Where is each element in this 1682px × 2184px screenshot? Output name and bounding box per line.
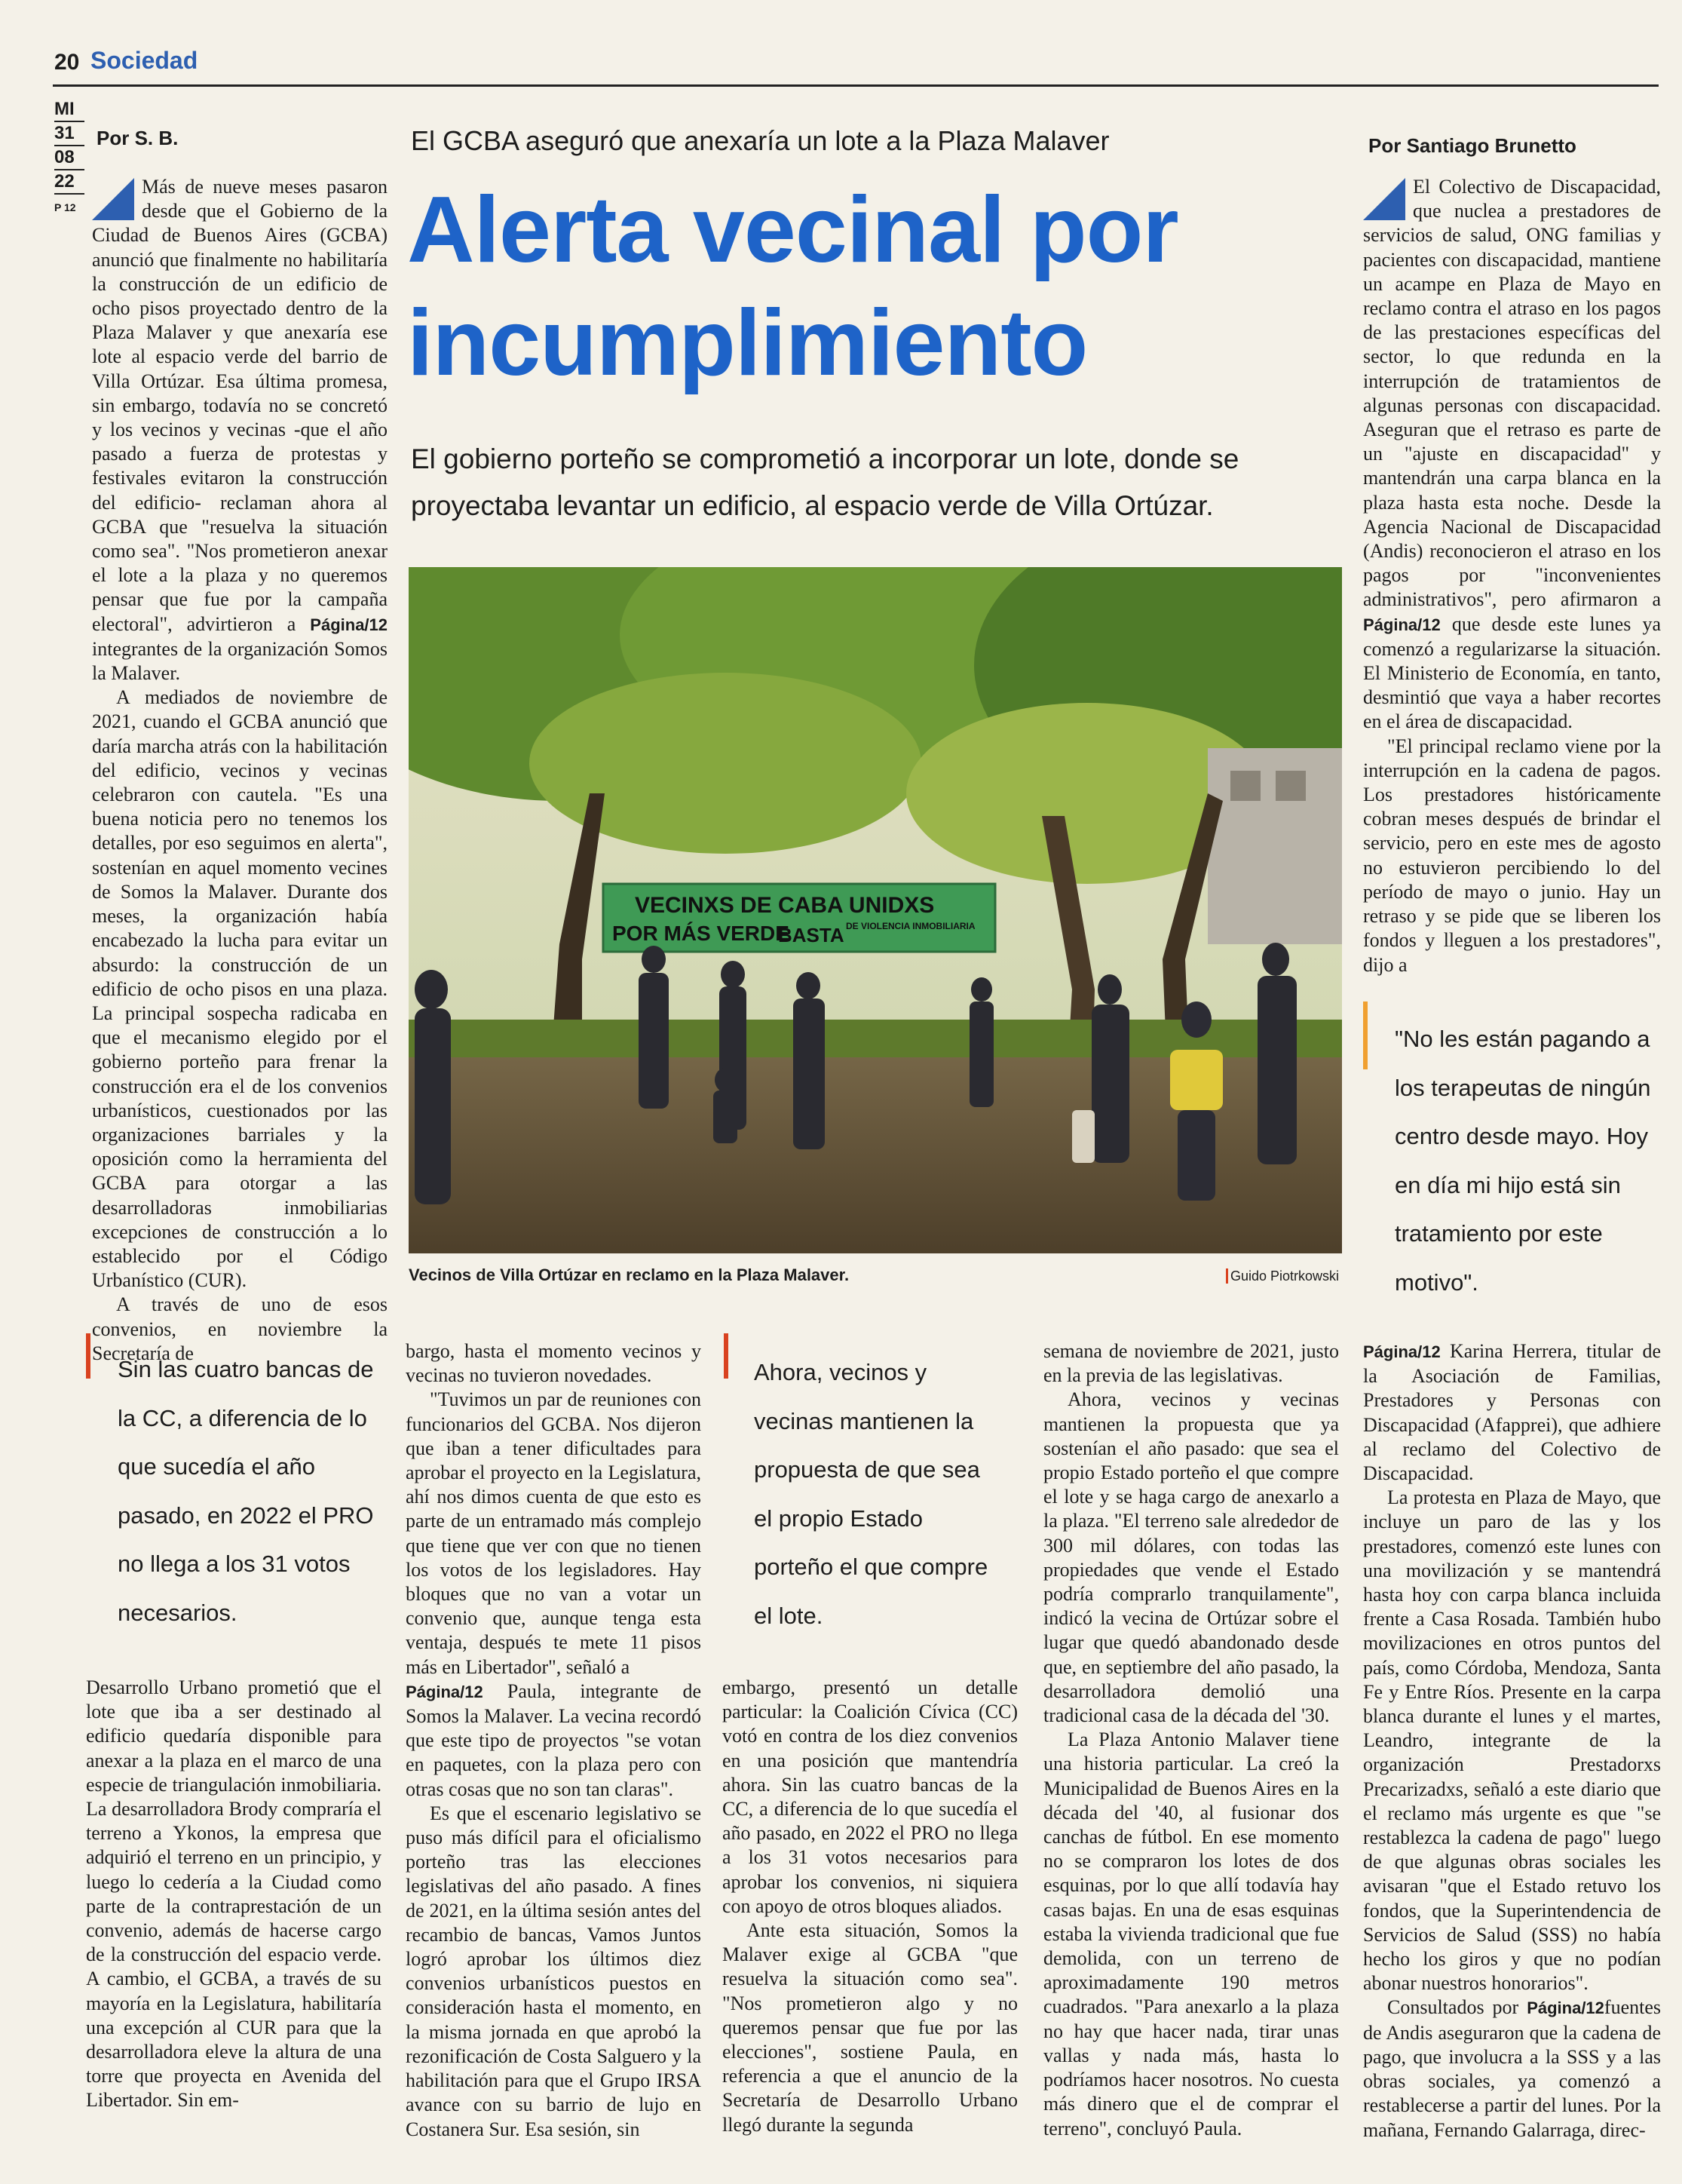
overtitle: El GCBA aseguró que anexaría un lote a la Plaza Malaver: [411, 125, 1110, 156]
byline-right: Por Santiago Brunetto: [1368, 134, 1576, 157]
date-day-name: MI: [54, 98, 84, 122]
column-2: [406, 1339, 701, 2142]
paragraph: El Colectivo de Discapacidad, que nuclea a prestadores de servicios de salud, ONG familias y pacientes con discapacidad, mantiene un acampe en Plaza de Mayo en reclamo contra el atraso en los pagos de las prestaciones específicas del sector, lo que redunda en la interrupción de tratamientos de algunas personas con discapacidad. Aseguran que el retraso es parte de un "ajuste en discapacidad" y mantendrán una carpa blanca en la plaza hasta esta noche. Desde la Agencia Nacional de Discapacidad (Andis) reconocieron el atraso en los pagos por "inconvenientes administrativos", pero afirmaron a Página/12 que desde este lunes ya comenzó a regularizarse la situación. El Ministerio de Economía, en tanto, desmintió que vaya a haber recortes en el área de discapacidad.: [1363, 176, 1661, 733]
article-start-marker-icon: [1363, 178, 1405, 220]
paragraph: Desarrollo Urbano prometió que el lote que iba a ser destinado al edificio quedaría disponible para anexar a la plaza en el marco de una especie de triangulación inmobiliaria. La desarrolladora Brody compraría el terreno a Ykonos, la empresa que adquirió el terreno en un principio, y luego lo cedería a la Ciudad como parte de la contraprestación de un convenio, además de hacerse cargo de la construcción del espacio verde. A cambio, el GCBA, a través de su mayoría en la Legislatura, habilitaría una excepción al CUR para que la desarrolladora eleve la altura de una torre que proyecta en Avenida del Libertador. Sin em-: [86, 1676, 381, 2112]
paragraph: Ante esta situación, Somos la Malaver exige al GCBA "que resuelva la situación como sea". "Nos prometieron algo y no queremos pensar que fue por las elecciones", sostiene Paula, en referencia a que el anuncio de la Secretaría de Desarrollo Urbano llegó durante la segunda: [722, 1919, 1018, 2136]
photo-caption: Vecinos de Villa Ortúzar en reclamo en la Plaza Malaver.: [409, 1265, 850, 1284]
page-number: 20: [54, 50, 80, 75]
column-5-top: [1363, 175, 1661, 977]
pull-quote-1: Sin las cuatro bancas de la CC, a diferencia de lo que sucedía el año pasado, en 2022 el PRO no llega a los 31 votos necesarios.: [118, 1356, 374, 1626]
banner-text: BASTA: [778, 924, 844, 946]
brand-mark: Página/12: [406, 1682, 483, 1701]
paragraph: "Tuvimos un par de reuniones con funcionarios del GCBA. Nos dijeron que iban a tener dificultades para aprobar el proyecto en la Legislatura, ahí nos dimos cuenta de que esto es parte de un entramado más complejo que tiene que ver con que no tienen los votos de los legisladores. Hay bloques que no van a votar un convenio que, aunque tenga esta ventaja, después te mete 11 pisos más en Libertador", señaló a: [406, 1388, 701, 1678]
banner-text: VECINXS DE CABA UNIDXS: [635, 893, 935, 918]
photo-illustration: [409, 567, 1342, 1253]
paragraph: bargo, hasta el momento vecinos y vecinas no tuvieron novedades.: [406, 1340, 701, 1387]
brand-mark: Página/12: [1527, 1998, 1604, 2018]
credit-marker: [1226, 1268, 1228, 1284]
banner-text: DE VIOLENCIA INMOBILIARIA: [846, 921, 976, 931]
paragraph: embargo, presentó un detalle particular: la Coalición Cívica (CC) votó en contra de los diez convenios en una posición que mantendría ahora. Sin las cuatro bancas de la CC, a diferencia de lo que sucedía el año pasado, en 2022 el PRO no llega a los 31 votos necesarios para aprobar los convenios, ni siquiera con apoyo de otros bloques aliados.: [722, 1676, 1018, 1917]
headline-line-1: Alerta vecinal por: [407, 178, 1178, 282]
headline: [407, 173, 1312, 400]
pull-quote-2: Ahora, vecinos y vecinas mantienen la propuesta de que sea el propio Estado porteño el que compre el lote.: [754, 1359, 988, 1629]
column-3: [722, 1676, 1018, 2137]
paragraph: Página/12 Karina Herrera, titular de la Asociación de Familias, Prestadores y Personas con Discapacidad (Afapprei), que adhiere al reclamo del Colectivo de Discapacidad.: [1363, 1340, 1661, 1485]
column-5-bottom: [1363, 1339, 1661, 2143]
column-1-top: [92, 175, 388, 1366]
paragraph: A mediados de noviembre de 2021, cuando el GCBA anunció que daría marcha atrás con la habilitación del edificio, vecinos y vecinas celebraron con cautela. "Es una buena noticia pero no tenemos los detalles, por eso seguimos en alerta", sostenían en aquel momento vecines de Somos la Malaver. Durante dos meses, la organización había encabezado la lucha para evitar un absurdo: la construcción de un edificio de ocho pisos en una plaza. La principal sospecha radicaba en que el mecanismo elegido por el gobierno porteño para frenar la construcción era el de los convenios urbanísticos, cuestionados por las organizaciones barriales y la oposición como la herramienta del GCBA para otorgar a las desarrolladoras inmobiliarias excepciones de construcción a lo establecido por el Código Urbanístico (CUR).: [92, 686, 388, 1292]
paragraph: La Plaza Antonio Malaver tiene una historia particular. La creó la Municipalidad de Buenos Aires en la década del '40, al fusionar dos canchas de fútbol. En ese momento no se compraron los lotes de dos esquinas, por lo que allí todavía hay casas bajas. En una de esas esquinas estaba la vivienda tradicional que fue demolida, con un terreno de aproximadamente 190 metros cuadrados. "Para anexarlo a la plaza no hay que hacer nada, tirar unas vallas y nada más, hasta lo podríamos hacer nosotros. No cuesta más dinero que el de comprar el terreno", concluyó Paula.: [1043, 1728, 1339, 2140]
pull-quote-bar: [1363, 1002, 1368, 1069]
photo-credit: Guido Piotrkowski: [1230, 1268, 1340, 1284]
paragraph: Ahora, vecinos y vecinas mantienen la propuesta que ya sostenían el año pasado: que sea el propio Estado porteño el que compre el lote y se haga cargo de anexarlo a la plaza. "El terreno sale alrededor de 300 mil dólares, con todas las propiedades que vende el Estado podría comprarlo tranquilamente", indicó la vecina de Ortúzar sobre el lugar que quedó abandonado desde que, en septiembre del año pasado, la desarrolladora demolió una tradicional casa de la década del '30.: [1043, 1388, 1339, 1727]
pull-quote-bar: [724, 1333, 728, 1379]
pull-quote-bar: [86, 1333, 90, 1379]
column-1-bottom: [86, 1676, 381, 2113]
paragraph: Consultados por Página/12fuentes de Andis aseguraron que la cadena de pago, que involucra a la SSS y a las obras sociales, ya comenzó a restablecerse a partir del lunes. Por la mañana, Fernando Galarraga, direc-: [1363, 1996, 1661, 2141]
paragraph: "El principal reclamo viene por la interrupción en la cadena de pagos. Los prestadores históricamente cobran meses después de brindar el servicio, pero en este mes de agosto no estuvieron percibiendo lo del período de mayo o junio. Hay un retraso y se pide que se liberen los fondos y lleguen a los prestadores", dijo a: [1363, 735, 1661, 976]
article-start-marker-icon: [92, 178, 134, 220]
date-block: [54, 98, 84, 219]
section-label: Sociedad: [90, 47, 198, 74]
paragraph: semana de noviembre de 2021, justo en la previa de las legislativas.: [1043, 1340, 1339, 1387]
pull-quote-3: "No les están pagando a los terapeutas de ningún centro desde mayo. Hoy en día mi hijo está sin tratamiento por este motivo".: [1395, 1026, 1651, 1296]
brand-mark: Página/12: [310, 615, 388, 634]
header-rule: [53, 84, 1659, 87]
column-4: [1043, 1339, 1339, 2141]
banner-text: POR MÁS VERDE: [612, 922, 789, 945]
deck: El gobierno porteño se comprometió a incorporar un lote, donde se proyectaba levantar un edificio, al espacio verde de Villa Ortúzar.: [411, 443, 1239, 521]
paragraph: A través de uno de esos convenios, en noviembre la Secretaría de: [92, 1293, 388, 1364]
paragraph: Página/12 Paula, integrante de Somos la Malaver. La vecina recordó que este tipo de proyectos "se votan en paquetes, con la plaza pero con otras cosas que no son tan claras".: [406, 1679, 701, 1800]
date-month: 08: [54, 146, 84, 170]
date-day: 31: [54, 122, 84, 146]
date-year: 22: [54, 170, 84, 195]
headline-line-2: incumplimiento: [407, 291, 1088, 395]
photo-plaza-malaver: [409, 567, 1342, 1253]
paragraph: Más de nueve meses pasaron desde que el Gobierno de la Ciudad de Buenos Aires (GCBA) anunció que finalmente no habilitaría la construcción de un edificio de ocho pisos proyectado dentro de la Plaza Malaver y que anexaría ese lote al espacio verde del barrio de Villa Ortúzar. Esa última promesa, sin embargo, todavía no se concretó y los vecinos y vecinas -que el año pasado a fuerza de protestas y festivales evitaron la construcción del edificio- reclaman ahora al GCBA que "resuelva la situación como sea". "Nos prometieron anexar el lote a la plaza y no queremos pensar que fue por la campaña electoral", advirtieron a Página/12 integrantes de la organización Somos la Malaver.: [92, 176, 388, 685]
paragraph: Es que el escenario legislativo se puso más difícil para el oficialismo porteño tras las elecciones legislativas del año pasado. A fines de 2021, en la última sesión antes del recambio de bancas, Vamos Juntos logró aprobar los últimos diez convenios urbanísticos puestos en consideración hasta el momento, en la misma jornada en que aprobó la rezonificación de Costa Salguero y la habilitación para que el Grupo IRSA avance con su barrio de lujo en Costanera Sur. Esa sesión, sin: [406, 1802, 701, 2140]
byline-left: Por S. B.: [97, 127, 179, 149]
brand-mark: Página/12: [1363, 615, 1441, 634]
brand-mark: Página/12: [1363, 1342, 1441, 1361]
paragraph: La protesta en Plaza de Mayo, que incluye un paro de las y los prestadores, comenzó este lunes con una movilización y se mantendrá hasta hoy con carpa blanca incluida frente a Casa Rosada. También hubo movilizaciones en otros puntos del país, como Córdoba, Mendoza, Santa Fe y Entre Ríos. Presente en la carpa blanca durante el lunes y el martes, Leandro, integrante de la organización Prestadorxs Precarizadxs, señaló a este diario que el reclamo más urgente es que "se restablezca la cadena de pago" luego de que algunas obras sociales les avisaran "que el Estado retuvo los fondos, que la Superintendencia de Servicios de Salud (SSS) no había hecho los giros y que no podían abonar nuestros honorarios".: [1363, 1486, 1661, 1995]
paper-mark: P 12: [54, 201, 76, 213]
